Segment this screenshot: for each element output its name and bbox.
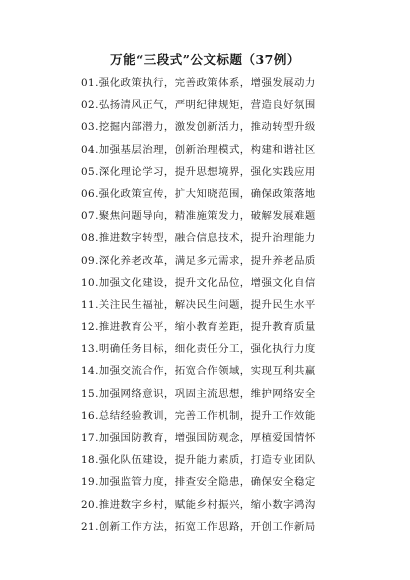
list-item: 16.总结经验教训，完善工作机制，提升工作效能: [81, 409, 316, 422]
list-item: 17.加强国防教育，增强国防观念，厚植爱国情怀: [81, 432, 316, 444]
list-item: 18.强化队伍建设，提升能力素质，打造专业团队: [81, 454, 316, 467]
list-item: 03.挖掘内部潜力，激发创新活力，推动转型升级: [81, 121, 316, 134]
list-item: 02.弘扬清风正气，严明纪律规矩，营造良好氛围: [81, 99, 316, 112]
list-item: 01.强化政策执行，完善政策体系，增强发展动力: [81, 77, 316, 89]
list-item: 08.推进数字转型，融合信息技术，提升治理能力: [81, 232, 316, 245]
list-item: 07.聚焦问题导向，精准施策发力，破解发展难题: [81, 210, 316, 223]
list-item: 19.加强监管力度，排查安全隐患，确保安全稳定: [81, 476, 316, 489]
document-title: 万能“三段式”公文标题（37例）: [110, 52, 300, 67]
title-list: [81, 72, 341, 538]
list-item: 10.加强文化建设，提升文化品位，增强文化自信: [81, 276, 316, 289]
list-item: 12.推进教育公平，缩小教育差距，提升教育质量: [81, 321, 316, 334]
list-item: 21.创新工作方法，拓宽工作思路，开创工作新局: [81, 520, 316, 533]
list-item: 09.深化养老改革，满足多元需求，提升养老品质: [81, 254, 316, 267]
list-item: 06.强化政策宣传，扩大知晓范围，确保政策落地: [81, 187, 316, 200]
list-item: 05.深化理论学习，提升思想境界，强化实践应用: [81, 165, 316, 178]
list-item: 11.关注民生福祉，解决民生问题，提升民生水平: [81, 298, 316, 311]
list-item: 13.明确任务目标，细化责任分工，强化执行力度: [81, 343, 316, 356]
list-item: 04.加强基层治理，创新治理模式，构建和谐社区: [81, 143, 316, 156]
list-item: 14.加强交流合作，拓宽合作领域，实现互利共赢: [81, 365, 316, 378]
list-item: 20.推进数字乡村，赋能乡村振兴，缩小数字鸿沟: [81, 498, 316, 511]
list-item: 15.加强网络意识，巩固主流思想，维护网络安全: [81, 387, 316, 400]
